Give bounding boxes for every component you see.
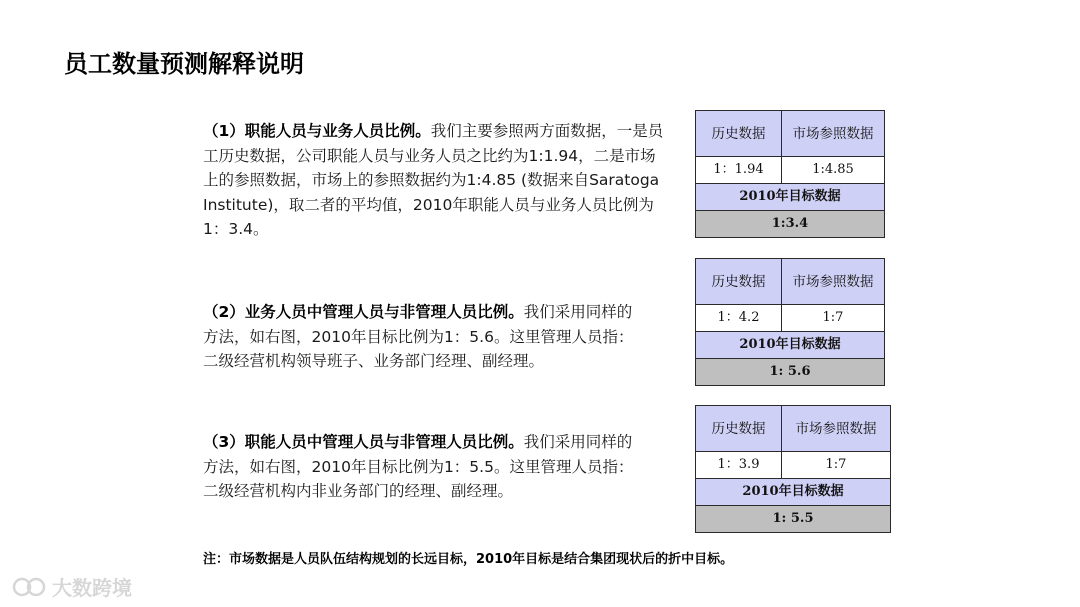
paragraph-body: 我们采用同样的方法，如右图，2010年目标比例为1：5.6。这里管理人员指：二级经营机构领导班子、业务部门经理、副经理。 bbox=[203, 303, 634, 370]
paragraph-functional-management bbox=[203, 430, 643, 504]
table-header-market: 市场参照数据 bbox=[782, 259, 885, 305]
table-cell-market: 1:4.85 bbox=[782, 157, 885, 184]
paragraph-heading: （3）职能人员中管理人员与非管理人员比例。 bbox=[203, 433, 524, 451]
table-cell-history: 1：1.94 bbox=[696, 157, 782, 184]
ratio-table-1 bbox=[695, 110, 885, 238]
paragraph-heading: （2）业务人员中管理人员与非管理人员比例。 bbox=[203, 303, 524, 321]
table-target-value: 1: 5.6 bbox=[696, 359, 885, 386]
table-header-history: 历史数据 bbox=[696, 259, 782, 305]
paragraph-functional-vs-business bbox=[203, 119, 671, 242]
table-cell-market: 1:7 bbox=[782, 452, 891, 479]
table-header-history: 历史数据 bbox=[696, 111, 782, 157]
table-target-value: 1:3.4 bbox=[696, 211, 885, 238]
paragraph-body: 我们采用同样的方法，如右图，2010年目标比例为1：5.5。这里管理人员指：二级经营机构内非业务部门的经理、副经理。 bbox=[203, 433, 634, 500]
table-target-label: 2010年目标数据 bbox=[696, 184, 885, 211]
watermark bbox=[12, 572, 132, 601]
table-cell-market: 1:7 bbox=[782, 305, 885, 332]
table-header-market: 市场参照数据 bbox=[782, 406, 891, 452]
table-header-market: 市场参照数据 bbox=[782, 111, 885, 157]
table-header-history: 历史数据 bbox=[696, 406, 782, 452]
paragraph-body: 我们主要参照两方面数据，一是员工历史数据，公司职能人员与业务人员之比约为1:1.94，二是市场上的参照数据，市场上的参照数据约为1:4.85 (数据来自Saratoga Institute)，取二者的平均值，2010年职能人员与业务人员比例为1：3.4。 bbox=[203, 122, 664, 238]
paragraph-heading: （1）职能人员与业务人员比例。 bbox=[203, 122, 431, 140]
paragraph-business-management bbox=[203, 300, 643, 374]
page-title: 员工数量预测解释说明 bbox=[64, 50, 304, 78]
watermark-logo-icon bbox=[12, 576, 48, 598]
ratio-table-2 bbox=[695, 258, 885, 386]
table-cell-history: 1：4.2 bbox=[696, 305, 782, 332]
ratio-table-3 bbox=[695, 405, 891, 533]
footnote: 注：市场数据是人员队伍结构规划的长远目标，2010年目标是结合集团现状后的折中目标。 bbox=[203, 552, 734, 567]
table-target-value: 1: 5.5 bbox=[696, 506, 891, 533]
table-target-label: 2010年目标数据 bbox=[696, 479, 891, 506]
table-cell-history: 1：3.9 bbox=[696, 452, 782, 479]
watermark-text: 大数跨境 bbox=[52, 576, 132, 600]
table-target-label: 2010年目标数据 bbox=[696, 332, 885, 359]
